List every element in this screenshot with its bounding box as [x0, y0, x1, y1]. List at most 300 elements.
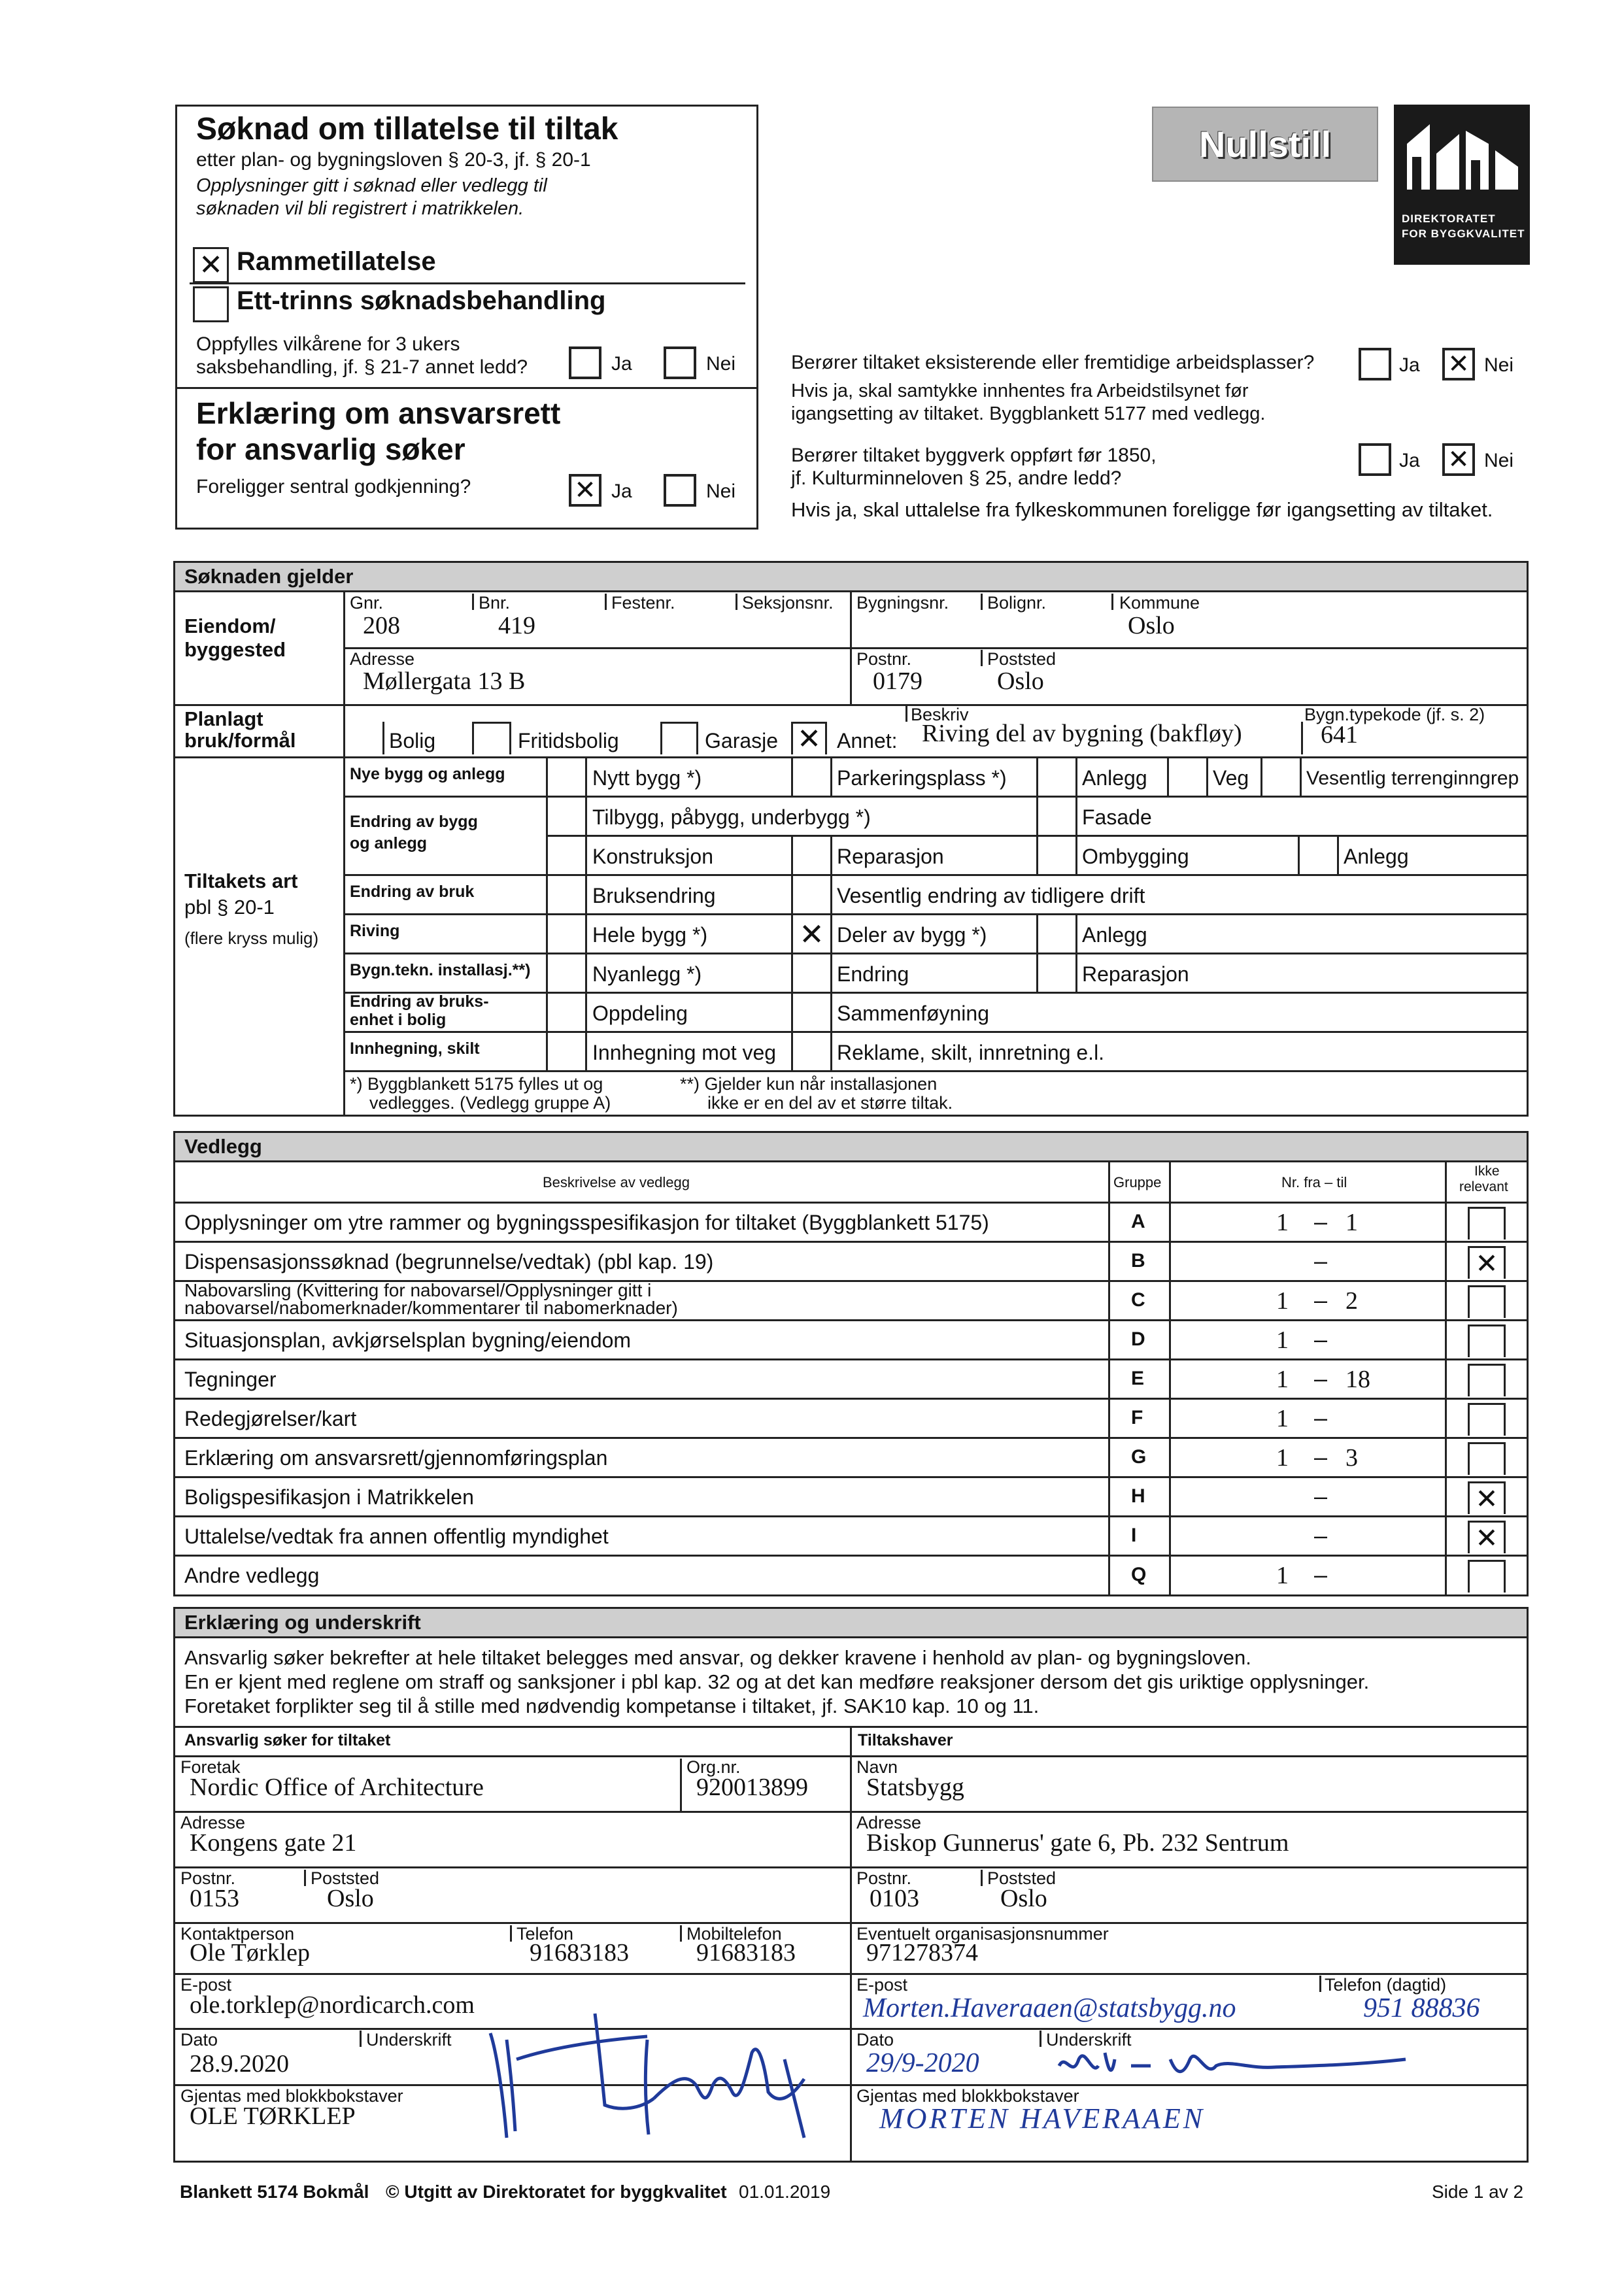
- arbeidsplasser-nei-label: Nei: [1484, 354, 1514, 376]
- endring-installasj-label: Endring: [837, 962, 909, 986]
- check-mark: ✕: [1475, 1523, 1498, 1553]
- th-telefon-value: 951 88836: [1363, 1993, 1480, 2023]
- reklame-checkbox[interactable]: [791, 1033, 832, 1070]
- reparasjon-installasj-label: Reparasjon: [1082, 962, 1189, 986]
- divider: [175, 1755, 1527, 1757]
- anlegg-nye-label: Anlegg: [1082, 766, 1147, 790]
- vesentlig-endring-checkbox[interactable]: [791, 876, 832, 913]
- form-title: Søknad om tillatelse til tiltak: [196, 112, 618, 146]
- th-postnr-value: 0103: [870, 1885, 919, 1912]
- ikke-relevant-checkbox[interactable]: [1468, 1364, 1506, 1396]
- foretak-value: Nordic Office of Architecture: [190, 1774, 484, 1801]
- vedlegg-row-til: 1: [1345, 1209, 1358, 1236]
- sammenfoyning-label: Sammenføyning: [837, 1002, 989, 1025]
- konstruksjon-label: Konstruksjon: [592, 845, 713, 868]
- erklaring-text-2: En er kjent med reglene om straff og sanksjoner i pbl kap. 32 og at det kan medføre reaksjoner dersom det gis uriktige opplysninger.: [184, 1670, 1370, 1693]
- tiltak-label-2: pbl § 20-1: [184, 896, 275, 919]
- navn-label: Navn: [856, 1757, 898, 1777]
- vedlegg-row-desc: Dispensasjonssøknad (begrunnelse/vedtak) (pbl kap. 19): [184, 1250, 714, 1274]
- divider: [343, 704, 345, 756]
- vedlegg-row-til: 2: [1345, 1287, 1358, 1315]
- bolig-label: Bolig: [389, 729, 436, 752]
- vedlegg-row-desc: Boligspesifikasjon i Matrikkelen: [184, 1485, 474, 1509]
- endring-label-1: Endring av bygg: [350, 813, 478, 831]
- arbeidsplasser-ja-checkbox[interactable]: [1359, 348, 1391, 380]
- bnr-value: 419: [498, 612, 535, 639]
- epost-value: ole.torklep@nordicarch.com: [190, 1991, 475, 2019]
- vesentlig-endring-label: Vesentlig endring av tidligere drift: [837, 884, 1145, 907]
- deler-bygg-checkbox[interactable]: [791, 915, 832, 953]
- foretak-label: Foretak: [180, 1757, 241, 1777]
- orgnummer-label: Eventuelt organisasjonsnummer: [856, 1924, 1109, 1944]
- divider: [343, 796, 1527, 798]
- anlegg-endring-checkbox[interactable]: [1298, 837, 1339, 874]
- form-note-2: søknaden vil bli registrert i matrikkelen.: [196, 198, 524, 219]
- vedlegg-row-dash: –: [1314, 1443, 1328, 1470]
- blokk-label: Gjentas med blokkbokstaver: [180, 2086, 403, 2106]
- logo-text-2: FOR BYGGKVALITET: [1402, 228, 1525, 240]
- divider: [1319, 1976, 1321, 1992]
- erklaring-title-1: Erklæring om ansvarsrett: [196, 396, 561, 430]
- tiltak-label-1: Tiltakets art: [184, 869, 298, 892]
- innhegning-label: Innhegning mot veg: [592, 1041, 777, 1064]
- vedlegg-row-desc: Situasjonsplan, avkjørselsplan bygning/eiendom: [184, 1328, 632, 1352]
- divider: [175, 1811, 1527, 1813]
- bygningsnr-label: Bygningsnr.: [856, 593, 949, 613]
- bygg1850-nei-label: Nei: [1484, 450, 1514, 471]
- rammetillatelse-checkbox[interactable]: [193, 247, 229, 283]
- poststed-label: Poststed: [987, 649, 1057, 669]
- bruksenhet-label-2: enhet i bolig: [350, 1011, 447, 1029]
- nyanlegg-checkbox[interactable]: [546, 954, 587, 992]
- vedlegg-row-desc: Redegjørelser/kart: [184, 1407, 357, 1430]
- arbeidsplasser-note-2: igangsetting av tiltaket. Byggblankett 5177 med vedlegg.: [791, 403, 1266, 424]
- th-blokk-value: MORTEN HAVERAAEN: [879, 2102, 1206, 2134]
- vedlegg-row-gruppe: F: [1131, 1407, 1143, 1428]
- erklaring-text-1: Ansvarlig søker bekrefter at hele tiltaket belegges med ansvar, og dekker kravene i henhold av plan- og bygningsloven.: [184, 1646, 1251, 1669]
- kontakt-label: Kontaktperson: [180, 1924, 295, 1944]
- innhegning-checkbox[interactable]: [546, 1033, 587, 1070]
- planlagt-label-2: bruk/formål: [184, 729, 296, 752]
- reparasjon-checkbox[interactable]: [791, 837, 832, 874]
- divider: [472, 594, 474, 610]
- soker-heading: Ansvarlig søker for tiltaket: [184, 1731, 391, 1749]
- erklaring-heading: Erklæring og underskrift: [175, 1609, 1527, 1636]
- vedlegg-row-dash: –: [1314, 1208, 1328, 1235]
- arbeidsplasser-ja-label: Ja: [1399, 354, 1420, 376]
- bruksenhet-label-1: Endring av bruks-: [350, 992, 489, 1011]
- ikke-relevant-checkbox[interactable]: [1468, 1560, 1506, 1593]
- postnr-value: 0179: [873, 667, 922, 695]
- veg-checkbox[interactable]: [1167, 758, 1208, 796]
- kommune-value: Oslo: [1128, 612, 1175, 639]
- check-mark: ✕: [1447, 445, 1470, 475]
- check-mark: ✕: [1475, 1483, 1498, 1514]
- dibk-logo-icon: [1394, 105, 1530, 216]
- footnote-2b: ikke er en del av et større tiltak.: [707, 1093, 953, 1113]
- ett-trinns-checkbox[interactable]: [193, 286, 229, 322]
- festenr-label: Festenr.: [611, 593, 675, 613]
- divider: [1445, 1160, 1447, 1596]
- vedlegg-row-dash: –: [1314, 1483, 1328, 1510]
- check-mark: ✕: [574, 475, 596, 505]
- check-mark: ✕: [799, 917, 824, 951]
- divider: [1111, 594, 1113, 610]
- endring-label-2: og anlegg: [350, 834, 428, 852]
- riving-label: Riving: [350, 922, 400, 940]
- vedlegg-row-dash: –: [1314, 1522, 1328, 1549]
- vedlegg-row-gruppe: G: [1131, 1446, 1147, 1468]
- mobil-label: Mobiltelefon: [686, 1924, 782, 1944]
- divider: [175, 1515, 1527, 1517]
- divider: [175, 1202, 1527, 1204]
- th-adresse-label: Adresse: [856, 1813, 922, 1832]
- bolignr-label: Bolignr.: [987, 593, 1047, 613]
- sentral-ja-label: Ja: [611, 481, 632, 502]
- innhegning-skilt-label: Innhegning, skilt: [350, 1039, 480, 1058]
- check-mark: ✕: [797, 723, 821, 755]
- fritidsbolig-label: Fritidsbolig: [518, 729, 619, 752]
- divider: [175, 1241, 1527, 1243]
- col-gruppe: Gruppe: [1113, 1174, 1162, 1190]
- oppdeling-checkbox[interactable]: [546, 994, 587, 1031]
- sentral-nei-checkbox[interactable]: [664, 474, 696, 507]
- divider: [175, 1437, 1527, 1439]
- vedlegg-row-desc: Tegninger: [184, 1368, 277, 1391]
- postnr-label: Postnr.: [180, 1868, 236, 1888]
- vedlegg-row-fra: 1: [1276, 1287, 1289, 1315]
- terreng-checkbox[interactable]: [1260, 758, 1302, 796]
- divider: [1169, 1160, 1171, 1596]
- footer-copyright: © Utgitt av Direktoratet for byggkvalitet: [386, 2182, 727, 2202]
- adresse-value: Møllergata 13 B: [363, 667, 526, 695]
- anlegg-riving-label: Anlegg: [1082, 923, 1147, 947]
- reparasjon-label: Reparasjon: [837, 845, 944, 868]
- ombygging-label: Ombygging: [1082, 845, 1189, 868]
- th-telefon-label: Telefon (dagtid): [1325, 1975, 1447, 1995]
- divider: [1040, 2031, 1041, 2047]
- bolig-checkbox[interactable]: [347, 722, 384, 754]
- postnr-value: 0153: [190, 1885, 239, 1912]
- vedlegg-row-gruppe: B: [1131, 1250, 1145, 1272]
- ikke-relevant-checkbox[interactable]: [1468, 1521, 1506, 1553]
- dibk-logo: [1394, 105, 1530, 265]
- col-ikke-2: relevant: [1459, 1179, 1508, 1194]
- typekode-label: Bygn.typekode (jf. s. 2): [1304, 705, 1485, 724]
- divider: [175, 1358, 1527, 1360]
- th-adresse-value: Biskop Gunnerus' gate 6, Pb. 232 Sentrum: [866, 1829, 1289, 1857]
- gnr-value: 208: [363, 612, 400, 639]
- kontakt-value: Ole Tørklep: [190, 1939, 310, 1966]
- kommune-label: Kommune: [1119, 593, 1200, 613]
- orgnr-label: Org.nr.: [686, 1757, 741, 1777]
- th-epost-value: Morten.Haveraaen@statsbygg.no: [863, 1993, 1236, 2023]
- hele-bygg-checkbox[interactable]: [546, 915, 587, 953]
- vilkar-question-2: saksbehandling, jf. § 21-7 annet ledd?: [196, 356, 528, 378]
- nytt-bygg-checkbox[interactable]: [546, 758, 587, 796]
- th-dato-label: Dato: [856, 2030, 894, 2049]
- divider: [343, 756, 345, 1117]
- poststed-value: Oslo: [997, 667, 1044, 695]
- seksjonsnr-label: Seksjonsnr.: [742, 593, 834, 613]
- arbeidsplasser-question: Berører tiltaket eksisterende eller fremtidige arbeidsplasser?: [791, 352, 1315, 373]
- bygg1850-question-1: Berører tiltaket byggverk oppført før 1850,: [791, 445, 1157, 466]
- divider: [850, 1726, 852, 2163]
- poststed-label: Poststed: [311, 1868, 380, 1888]
- divider: [343, 874, 1527, 876]
- telefon-label: Telefon: [516, 1924, 574, 1944]
- vedlegg-row-gruppe: C: [1131, 1289, 1145, 1311]
- footer-form-id: Blankett 5174 Bokmål: [180, 2182, 369, 2202]
- divider: [680, 1925, 682, 1942]
- divider: [343, 1070, 1527, 1072]
- tiltakshaver-heading: Tiltakshaver: [858, 1731, 953, 1749]
- vedlegg-row-fra: 1: [1276, 1326, 1289, 1354]
- konstruksjon-checkbox[interactable]: [546, 837, 587, 874]
- vedlegg-row-gruppe: Q: [1131, 1564, 1147, 1585]
- th-epost-label: E-post: [856, 1975, 908, 1995]
- divider: [905, 704, 907, 722]
- check-mark: ✕: [199, 248, 223, 282]
- vedlegg-row-dash: –: [1314, 1287, 1328, 1313]
- reparasjon-installasj-checkbox[interactable]: [1036, 954, 1077, 992]
- tilbygg-label: Tilbygg, påbygg, underbygg *): [592, 805, 871, 829]
- vilkar-ja-checkbox[interactable]: [569, 346, 601, 379]
- vedlegg-row-dash: –: [1314, 1326, 1328, 1353]
- rammetillatelse-label: Rammetillatelse: [237, 247, 436, 276]
- anlegg-nye-checkbox[interactable]: [1036, 758, 1077, 796]
- fasade-label: Fasade: [1082, 805, 1152, 829]
- divider: [981, 650, 983, 666]
- fritidsbolig-checkbox[interactable]: [472, 722, 511, 754]
- divider: [1108, 1160, 1110, 1596]
- divider: [175, 756, 1527, 758]
- orgnummer-value: 971278374: [866, 1939, 978, 1966]
- vedlegg-row-dash: –: [1314, 1247, 1328, 1274]
- divider: [343, 1031, 1527, 1033]
- endring-bruk-label: Endring av bruk: [350, 883, 475, 901]
- arbeidsplasser-nei-checkbox[interactable]: [1442, 348, 1475, 380]
- underskrift-label: Underskrift: [366, 2030, 452, 2049]
- ombygging-checkbox[interactable]: [1036, 837, 1077, 874]
- reset-button-label: Nullstill: [1198, 124, 1332, 165]
- arbeidsplasser-note-1: Hvis ja, skal samtykke innhentes fra Arbeidstilsynet før: [791, 380, 1249, 401]
- ett-trinns-label: Ett-trinns søknadsbehandling: [237, 286, 606, 315]
- ikke-relevant-checkbox[interactable]: [1468, 1246, 1506, 1279]
- deler-bygg-label: Deler av bygg *): [837, 923, 987, 947]
- divider: [175, 1973, 1527, 1975]
- vedlegg-row-gruppe: E: [1131, 1368, 1145, 1389]
- fasade-checkbox[interactable]: [1036, 798, 1077, 835]
- annet-label: Annet:: [837, 729, 898, 752]
- divider: [175, 1319, 1527, 1321]
- vedlegg-row-desc: Uttalelse/vedtak fra annen offentlig myndighet: [184, 1525, 609, 1548]
- orgnr-value: 920013899: [696, 1774, 808, 1801]
- bnr-label: Bnr.: [479, 593, 511, 613]
- ikke-relevant-checkbox[interactable]: [1468, 1481, 1506, 1514]
- th-underskrift-label: Underskrift: [1046, 2030, 1132, 2049]
- ikke-relevant-checkbox[interactable]: [1468, 1285, 1506, 1318]
- ikke-relevant-checkbox[interactable]: [1468, 1403, 1506, 1436]
- eiendom-label-2: byggested: [184, 638, 286, 661]
- bygg1850-ja-checkbox[interactable]: [1359, 443, 1391, 476]
- footer-page: Side 1 av 2: [1432, 2182, 1524, 2202]
- vedlegg-row-fra: 1: [1276, 1366, 1289, 1393]
- oppdeling-label: Oppdeling: [592, 1002, 688, 1025]
- vedlegg-row-desc: Erklæring om ansvarsrett/gjennomføringsplan: [184, 1446, 608, 1470]
- soknaden-heading: Søknaden gjelder: [175, 563, 1527, 590]
- footer-date: 01.01.2019: [739, 2182, 831, 2202]
- vedlegg-row-gruppe: A: [1131, 1211, 1145, 1232]
- th-poststed-label: Poststed: [987, 1868, 1057, 1888]
- erklaring-text-3: Foretaket forplikter seg til å stille med nødvendig kompetanse i tiltaket, jf. SAK10 kap. 10 og 11.: [184, 1695, 1040, 1717]
- typekode-value: 641: [1321, 721, 1358, 749]
- bygg1850-ja-label: Ja: [1399, 450, 1420, 471]
- ikke-relevant-checkbox[interactable]: [1468, 1207, 1506, 1240]
- planlagt-label-1: Planlagt: [184, 707, 263, 730]
- bygg1850-nei-checkbox[interactable]: [1442, 443, 1475, 476]
- tiltak-label-3: (flere kryss mulig): [184, 928, 319, 948]
- col-nr: Nr. fra – til: [1281, 1174, 1347, 1190]
- vedlegg-heading: Vedlegg: [175, 1133, 1527, 1160]
- parkeringsplass-checkbox[interactable]: [791, 758, 832, 796]
- divider: [190, 282, 745, 284]
- footnote-1a: *) Byggblankett 5175 fylles ut og: [350, 1074, 603, 1094]
- th-poststed-value: Oslo: [1000, 1885, 1047, 1912]
- tilbygg-checkbox[interactable]: [546, 798, 587, 835]
- vedlegg-row-dash: –: [1314, 1404, 1328, 1431]
- ikke-relevant-checkbox[interactable]: [1468, 1442, 1506, 1475]
- dato-label: Dato: [180, 2030, 218, 2049]
- ikke-relevant-checkbox[interactable]: [1468, 1324, 1506, 1357]
- vilkar-nei-label: Nei: [706, 353, 736, 375]
- postnr-label: Postnr.: [856, 649, 912, 669]
- divider: [175, 1555, 1527, 1557]
- vedlegg-row-desc: Opplysninger om ytre rammer og bygningsspesifikasjon for tiltaket (Byggblankett 5175): [184, 1211, 989, 1234]
- th-dato-value: 29/9-2020: [866, 2048, 979, 2078]
- divider: [510, 1925, 512, 1942]
- check-mark: ✕: [1447, 349, 1470, 379]
- terreng-label: Vesentlig terrenginngrep: [1306, 767, 1519, 789]
- form-note-1: Opplysninger gitt i søknad eller vedlegg til: [196, 175, 547, 196]
- garasje-checkbox[interactable]: [660, 722, 698, 754]
- adresse-label: Adresse: [180, 1813, 246, 1832]
- endring-installasj-checkbox[interactable]: [791, 954, 832, 992]
- divider: [981, 594, 983, 610]
- divider: [605, 594, 607, 610]
- soker-signature: [477, 2000, 817, 2151]
- anlegg-endring-label: Anlegg: [1344, 845, 1409, 868]
- parkeringsplass-label: Parkeringsplass *): [837, 766, 1007, 790]
- check-mark: ✕: [1475, 1248, 1498, 1279]
- mobil-value: 91683183: [696, 1939, 796, 1966]
- sentral-question: Foreligger sentral godkjenning?: [196, 476, 471, 498]
- navn-value: Statsbygg: [866, 1774, 964, 1801]
- adresse-label: Adresse: [350, 649, 415, 669]
- col-beskrivelse: Beskrivelse av vedlegg: [543, 1174, 690, 1190]
- footnote-2a: **) Gjelder kun når installasjonen: [680, 1074, 938, 1094]
- telefon-value: 91683183: [530, 1939, 629, 1966]
- bruksendring-label: Bruksendring: [592, 884, 716, 907]
- vedlegg-row-fra: 1: [1276, 1209, 1289, 1236]
- divider: [736, 594, 737, 610]
- vilkar-nei-checkbox[interactable]: [664, 346, 696, 379]
- hele-bygg-label: Hele bygg *): [592, 923, 708, 947]
- vilkar-question-1: Oppfylles vilkårene for 3 ukers: [196, 333, 460, 355]
- dato-value: 28.9.2020: [190, 2050, 289, 2078]
- vedlegg-row-til: 18: [1345, 1366, 1370, 1393]
- vedlegg-row-fra: 1: [1276, 1562, 1289, 1589]
- garasje-label: Garasje: [705, 729, 779, 752]
- adresse-value: Kongens gate 21: [190, 1829, 357, 1857]
- footnote-1b: vedlegges. (Vedlegg gruppe A): [369, 1093, 611, 1113]
- divider: [343, 992, 1527, 994]
- bygg1850-note: Hvis ja, skal uttalelse fra fylkeskommunen foreligge før igangsetting av tiltaket.: [791, 498, 1493, 521]
- nyanlegg-label: Nyanlegg *): [592, 962, 702, 986]
- divider: [175, 1636, 1527, 1638]
- nye-bygg-label: Nye bygg og anlegg: [350, 765, 505, 783]
- th-postnr-label: Postnr.: [856, 1868, 912, 1888]
- epost-label: E-post: [180, 1975, 232, 1995]
- tiltakshaver-signature: [1053, 2040, 1419, 2092]
- vedlegg-row-gruppe: D: [1131, 1328, 1145, 1350]
- vedlegg-row-dash: –: [1314, 1365, 1328, 1392]
- divider: [175, 1922, 1527, 1924]
- beskriv-label: Beskriv: [911, 705, 969, 724]
- vedlegg-row-til: 3: [1345, 1444, 1358, 1472]
- sammenfoyning-checkbox[interactable]: [791, 994, 832, 1031]
- divider: [343, 913, 1527, 915]
- bygg1850-question-2: jf. Kulturminneloven § 25, andre ledd?: [791, 467, 1122, 489]
- blokk-value: OLE TØRKLEP: [190, 2102, 356, 2130]
- bruksendring-checkbox[interactable]: [546, 876, 587, 913]
- logo-text-1: DIREKTORATET: [1402, 212, 1496, 225]
- veg-label: Veg: [1213, 766, 1249, 790]
- divider: [343, 953, 1527, 954]
- divider: [343, 647, 1527, 649]
- anlegg-riving-checkbox[interactable]: [1036, 915, 1077, 953]
- erklaring-title-2: for ansvarlig søker: [196, 432, 465, 466]
- form-subtitle: etter plan- og bygningsloven § 20-3, jf. § 20-1: [196, 149, 591, 171]
- reklame-label: Reklame, skilt, innretning e.l.: [837, 1041, 1105, 1064]
- divider: [175, 1160, 1527, 1162]
- gnr-label: Gnr.: [350, 593, 384, 613]
- reset-button[interactable]: [1152, 107, 1378, 182]
- vilkar-ja-label: Ja: [611, 353, 632, 375]
- beskriv-value: Riving del av bygning (bakfløy): [922, 720, 1242, 747]
- sentral-ja-checkbox[interactable]: [569, 474, 601, 507]
- th-blokk-label: Gjentas med blokkbokstaver: [856, 2086, 1079, 2106]
- vedlegg-row-desc: Nabovarsling (Kvittering for nabovarsel/Opplysninger gitt i nabovarsel/nabomerknader/kommentarer til nabomerknader): [184, 1280, 678, 1318]
- divider: [680, 1759, 682, 1811]
- col-ikke-1: Ikke: [1474, 1164, 1500, 1179]
- nytt-bygg-label: Nytt bygg *): [592, 766, 702, 790]
- divider: [304, 1870, 306, 1886]
- eiendom-label-1: Eiendom/: [184, 615, 276, 637]
- vedlegg-row-gruppe: H: [1131, 1485, 1145, 1507]
- installasj-label: Bygn.tekn. installasj.**): [350, 961, 531, 979]
- sentral-nei-label: Nei: [706, 481, 736, 502]
- divider: [175, 1476, 1527, 1478]
- divider: [981, 1870, 983, 1886]
- vedlegg-row-dash: –: [1314, 1561, 1328, 1588]
- divider: [360, 2031, 362, 2047]
- divider: [175, 387, 758, 389]
- annet-checkbox[interactable]: [791, 722, 827, 754]
- vedlegg-row-fra: 1: [1276, 1444, 1289, 1472]
- vedlegg-row-gruppe: I: [1131, 1525, 1137, 1546]
- poststed-value: Oslo: [327, 1885, 374, 1912]
